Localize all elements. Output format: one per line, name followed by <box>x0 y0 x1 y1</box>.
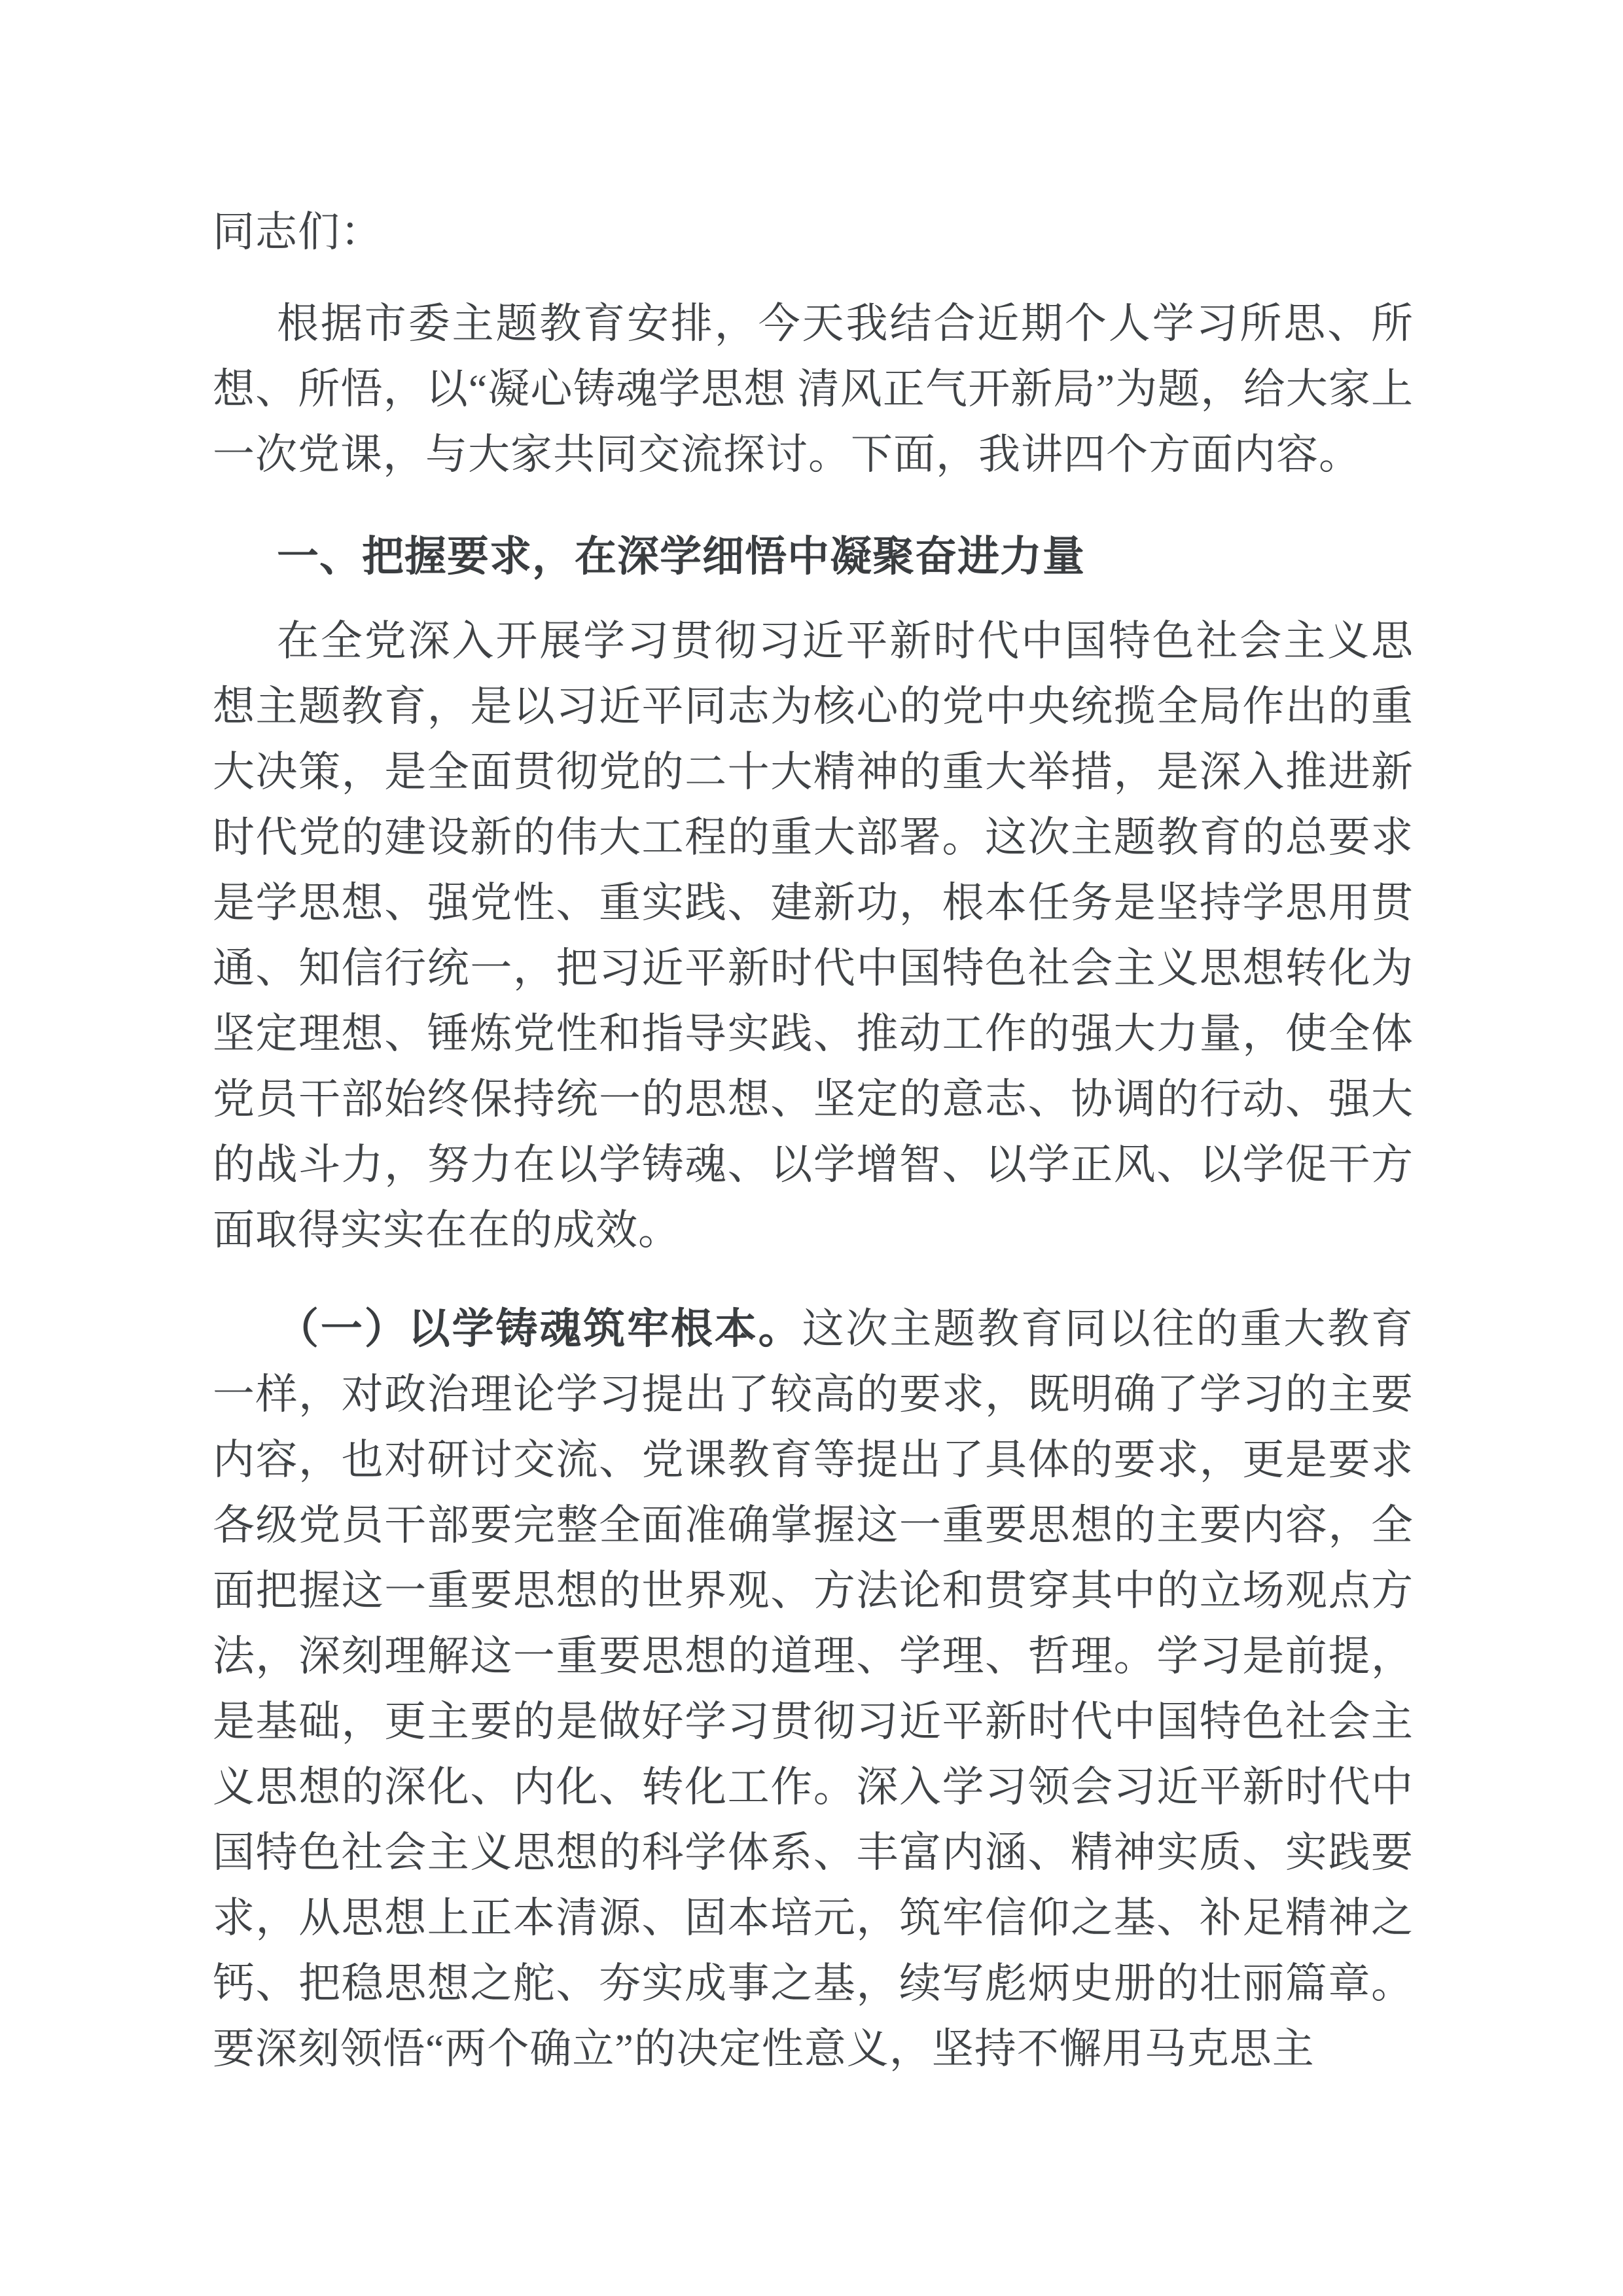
section-1-paragraph-1: 在全党深入开展学习贯彻习近平新时代中国特色社会主义思想主题教育，是以习近平同志为核心的党中央统揽全局作出的重大决策，是全面贯彻党的二十大精神的重大举措，是深入推进新时代党的建设新的伟大工程的重大部署。这次主题教育的总要求是学思想、强党性、重实践、建新功，根本任务是坚持学思用贯通、知信行统一，把习近平新时代中国特色社会主义思想转化为坚定理想、锤炼党性和指导实践、推动工作的强大力量，使全体党员干部始终保持统一的思想、坚定的意志、协调的行动、强大的战斗力，努力在以学铸魂、以学增智、以学正风、以学促干方面取得实实在在的成效。 <box>213 618 1414 1253</box>
section-1-paragraph-2 <box>213 1296 1414 2082</box>
salutation: 同志们： <box>213 209 383 255</box>
paragraph-2-bold-lead: （一）以学铸魂筑牢根本。 <box>277 1305 802 1352</box>
section-1-heading: 一、把握要求，在深学细悟中凝聚奋进力量 <box>277 533 1085 580</box>
document-content <box>213 200 1414 2082</box>
intro-paragraph: 根据市委主题教育安排，今天我结合近期个人学习所思、所想、所悟，以“凝心铸魂学思想 清风正气开新局”为题，给大家上一次党课，与大家共同交流探讨。下面，我讲四个方面内容。 <box>213 300 1414 478</box>
paragraph-2-body-text: 这次主题教育同以往的重大教育一样，对政治理论学习提出了较高的要求，既明确了学习的主要内容，也对研讨交流、党课教育等提出了具体的要求，更是要求各级党员干部要完整全面准确掌握这一重要思想的主要内容，全面把握这一重要思想的世界观、方法论和贯穿其中的立场观点方法，深刻理解这一重要思想的道理、学理、哲理。学习是前提，是基础，更主要的是做好学习贯彻习近平新时代中国特色社会主义思想的深化、内化、转化工作。深入学习领会习近平新时代中国特色社会主义思想的科学体系、丰富内涵、精神实质、实践要求，从思想上正本清源、固本培元，筑牢信仰之基、补足精神之钙、把稳思想之舵、夯实成事之基，续写彪炳史册的壮丽篇章。要深刻领悟“两个确立”的决定性意义，坚持不懈用马克思主 <box>213 1306 1414 2072</box>
